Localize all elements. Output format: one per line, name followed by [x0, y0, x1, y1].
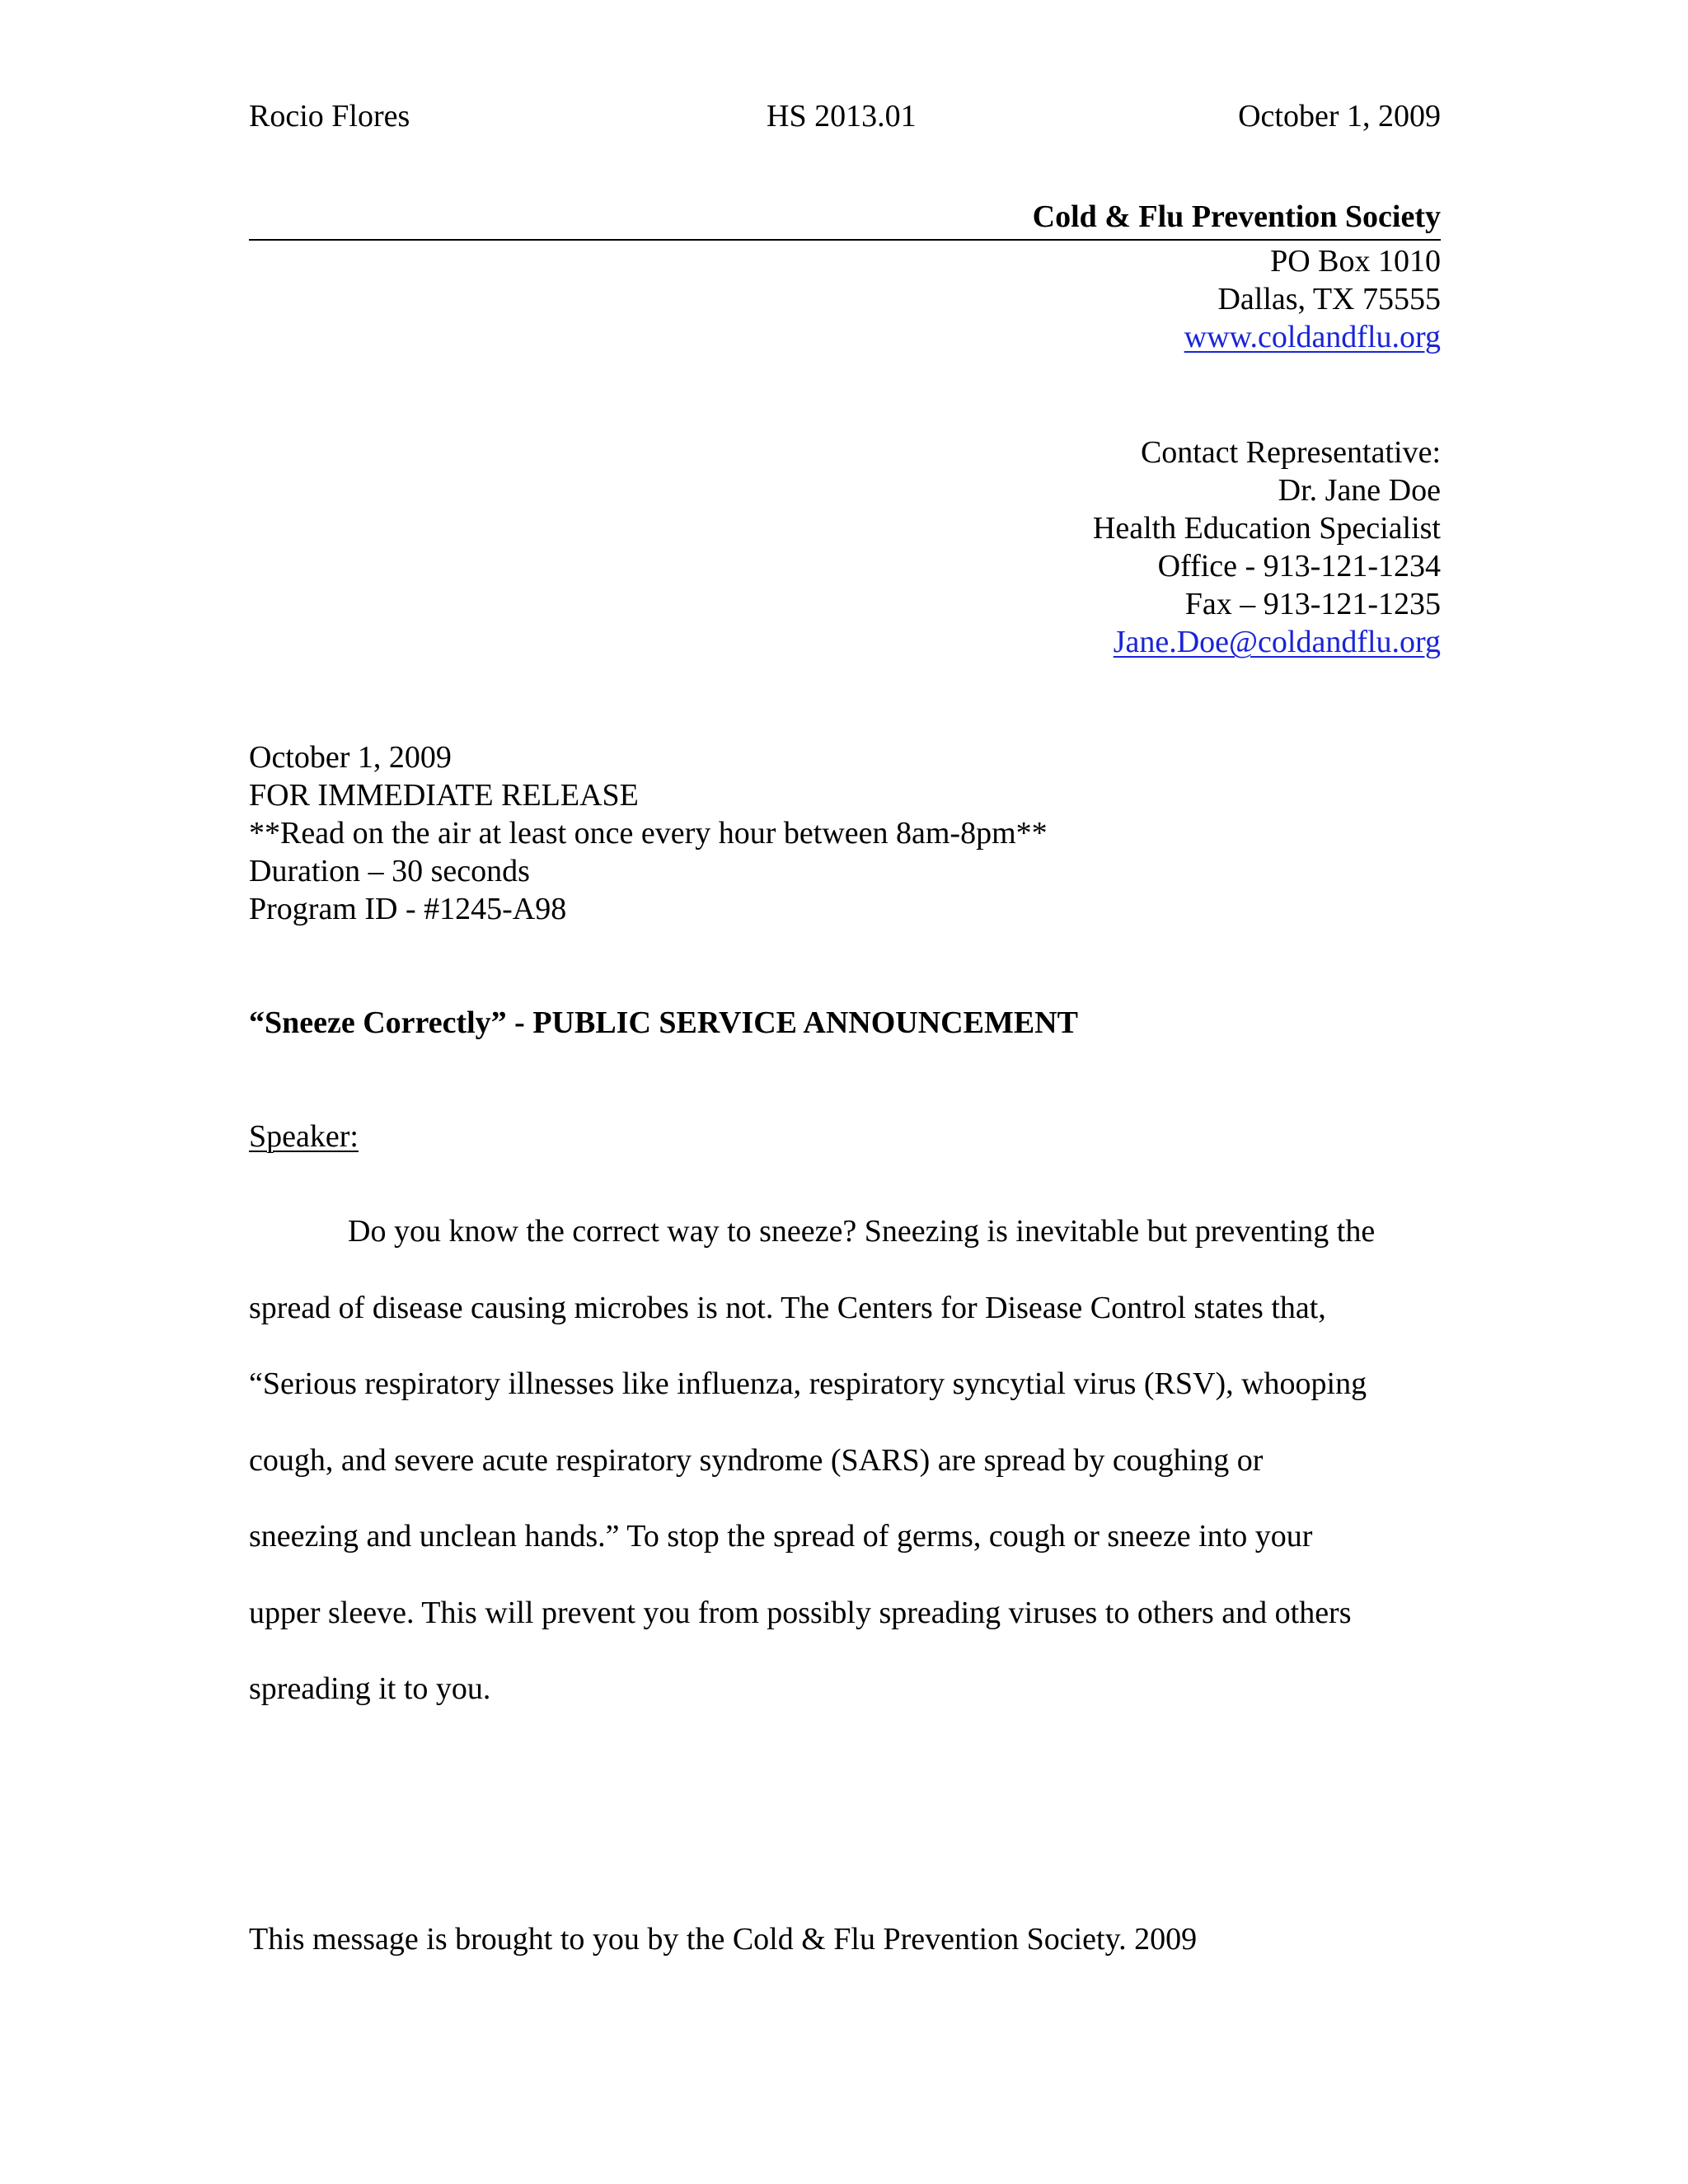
- organization-name: Cold & Flu Prevention Society: [1032, 199, 1441, 234]
- body-line: sneezing and unclean hands.” To stop the spread of germs, cough or sneeze into your: [249, 1519, 1313, 1554]
- contact-heading: Contact Representative:: [1140, 435, 1441, 470]
- body-line: “Serious respiratory illnesses like influenza, respiratory syncytial virus (RSV), whooping: [249, 1366, 1367, 1401]
- release-duration: Duration – 30 seconds: [249, 854, 530, 888]
- contact-name: Dr. Jane Doe: [1278, 473, 1441, 508]
- contact-email-link[interactable]: Jane.Doe@coldandflu.org: [1113, 625, 1441, 659]
- body-line: spread of disease causing microbes is not. The Centers for Disease Control states that,: [249, 1290, 1326, 1325]
- organization-city-state-zip: Dallas, TX 75555: [1217, 282, 1441, 316]
- header-course: HS 2013.01: [767, 99, 917, 134]
- body-line: cough, and severe acute respiratory syndrome (SARS) are spread by coughing or: [249, 1442, 1264, 1478]
- release-date: October 1, 2009: [249, 740, 452, 775]
- body-line: upper sleeve. This will prevent you from possibly spreading viruses to others and others: [249, 1595, 1352, 1630]
- contact-office-phone: Office - 913-121-1234: [1157, 549, 1441, 583]
- closing-statement: This message is brought to you by the Cold & Flu Prevention Society. 2009: [249, 1922, 1198, 1957]
- release-program-id: Program ID - #1245-A98: [249, 892, 567, 926]
- release-info: [249, 738, 1048, 928]
- organization-website-link[interactable]: www.coldandflu.org: [1184, 320, 1441, 354]
- header-date: October 1, 2009: [1238, 99, 1441, 134]
- header-author: Rocio Flores: [249, 99, 410, 134]
- organization-divider: [249, 239, 1441, 241]
- psa-body: [249, 1193, 1375, 1727]
- contact-block: [1093, 434, 1441, 661]
- release-status: FOR IMMEDIATE RELEASE: [249, 778, 639, 813]
- release-instructions: **Read on the air at least once every hour between 8am-8pm**: [249, 816, 1048, 851]
- body-line: spreading it to you.: [249, 1671, 491, 1706]
- psa-title: “Sneeze Correctly” - PUBLIC SERVICE ANNOUNCEMENT: [249, 1005, 1078, 1040]
- speaker-label: Speaker:: [249, 1119, 359, 1154]
- contact-title: Health Education Specialist: [1092, 511, 1441, 546]
- organization-po-box: PO Box 1010: [1270, 244, 1441, 279]
- contact-fax: Fax – 913-121-1235: [1184, 587, 1441, 621]
- organization-address: [1184, 242, 1441, 356]
- body-line: Do you know the correct way to sneeze? Sneezing is inevitable but preventing the: [348, 1214, 1376, 1249]
